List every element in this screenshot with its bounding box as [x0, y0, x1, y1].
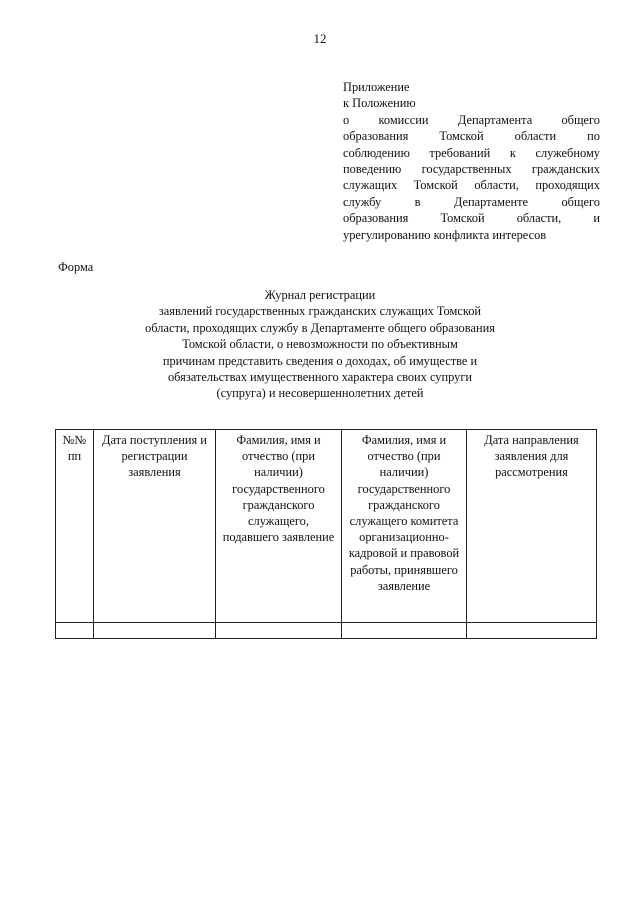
- appendix-reference: к Положению: [343, 96, 416, 111]
- table-cell: [467, 623, 597, 639]
- column-header-receipt-date: Дата поступления и регистрации заявления: [94, 430, 216, 623]
- appendix-text-line: поведению государственных гражданских: [343, 162, 600, 177]
- appendix-title: Приложение: [343, 80, 410, 94]
- journal-title-line: области, проходящих службу в Департаменте общего образования: [145, 320, 495, 335]
- appendix-text-line: образования Томской области по: [343, 129, 600, 144]
- appendix-text-line: службу в Департаменте общего: [343, 194, 600, 209]
- form-label: Форма: [58, 260, 94, 274]
- appendix-text-line: служащих Томской области, проходящих: [343, 178, 600, 193]
- journal-title-line: заявлений государственных гражданских служащих Томской: [158, 304, 482, 319]
- column-header-applicant-name: Фамилия, имя и отчество (при наличии) государственного гражданского служащего, подавшего заявление: [216, 430, 342, 623]
- page-number: 12: [313, 31, 327, 46]
- table-header-row: [56, 430, 597, 623]
- journal-title-line: (супруга) и несовершеннолетних детей: [216, 386, 424, 401]
- appendix-text-line: соблюдению требований к служебному: [343, 145, 600, 160]
- journal-title-line: Томской области, о невозможности по объективным: [182, 337, 458, 352]
- table-cell: [94, 623, 216, 639]
- table-cell: [216, 623, 342, 639]
- column-header-number: №№ пп: [56, 430, 94, 623]
- table-row: [56, 623, 597, 639]
- table-cell: [56, 623, 94, 639]
- journal-title: [0, 287, 640, 402]
- journal-title-line: обязательствах имущественного характера своих супруги: [167, 370, 473, 385]
- journal-title-line: Журнал регистрации: [264, 288, 376, 302]
- appendix-text-line: о комиссии Департамента общего: [343, 112, 600, 127]
- appendix-text-line: урегулированию конфликта интересов: [343, 227, 547, 242]
- registration-table: [55, 429, 597, 639]
- appendix-text-line: образования Томской области, и: [343, 211, 600, 226]
- column-header-review-date: Дата направления заявления для рассмотрения: [467, 430, 597, 623]
- appendix-block: [343, 79, 600, 243]
- table-cell: [342, 623, 467, 639]
- journal-title-line: причинам представить сведения о доходах, об имуществе и: [162, 353, 478, 368]
- column-header-receiver-name: Фамилия, имя и отчество (при наличии) государственного гражданского служащего комитета организационно-кадровой и правовой работы, принявшего заявление: [342, 430, 467, 623]
